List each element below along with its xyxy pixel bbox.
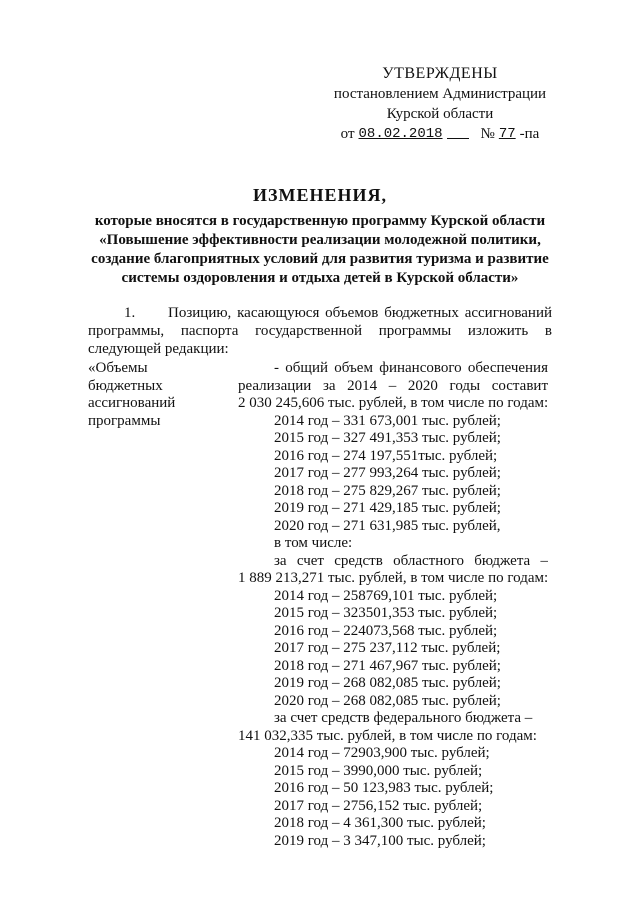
heading-title: ИЗМЕНЕНИЯ,	[252, 185, 387, 205]
table-right-column	[238, 360, 548, 850]
federal-year-line: 2014 год – 72903,900 тыс. рублей;	[274, 745, 490, 761]
total-year-line: 2020 год – 271 631,985 тыс. рублей,	[274, 517, 501, 534]
approval-line-1: постановлением Администрации	[333, 86, 547, 102]
federal-year-line: 2017 год – 2756,152 тыс. рублей;	[274, 797, 483, 814]
date-underline	[447, 124, 469, 139]
regional-line: за счет средств областного бюджета –	[274, 552, 548, 569]
date-value: 08.02.2018	[358, 126, 443, 142]
intro-line: - общий объем финансового обеспечения	[274, 360, 548, 376]
regional-year-line: 2016 год – 224073,568 тыс. рублей;	[274, 622, 498, 639]
total-year-line: 2017 год – 277 993,264 тыс. рублей;	[274, 465, 501, 481]
approval-line-2: Курской области	[386, 106, 494, 122]
number-value: 77	[498, 126, 516, 142]
regional-year-line: 2020 год – 268 082,085 тыс. рублей;	[274, 692, 501, 709]
regional-year-line: 2017 год – 275 237,112 тыс. рублей;	[274, 640, 501, 656]
approval-title: УТВЕРЖДЕНЫ	[382, 65, 498, 82]
heading-line: создание благоприятных условий для развития туризма и развитие	[91, 251, 549, 267]
item-1-number: 1.	[124, 305, 136, 321]
total-year-line: 2016 год – 274 197,551тыс. рублей;	[274, 447, 498, 464]
intro-line: 2 030 245,606 тыс. рублей, в том числе по годам:	[238, 395, 548, 411]
left-label-line: «Объемы	[88, 360, 148, 376]
intro-line: реализации за 2014 – 2020 годы составит	[238, 377, 548, 394]
regional-year-line: 2018 год – 271 467,967 тыс. рублей;	[274, 657, 501, 674]
heading-line: которые вносятся в государственную программу Курской области	[94, 213, 546, 229]
approval-block	[320, 64, 560, 144]
left-label-line: бюджетных	[88, 377, 163, 394]
date-prefix: от	[340, 126, 355, 142]
total-year-line: 2014 год – 331 673,001 тыс. рублей;	[274, 412, 501, 429]
heading-line: «Повышение эффективности реализации молодежной политики,	[99, 232, 541, 248]
total-year-line: 2018 год – 275 829,267 тыс. рублей;	[274, 482, 501, 499]
federal-year-line: 2016 год – 50 123,983 тыс. рублей;	[274, 780, 494, 796]
federal-year-line: 2018 год – 4 361,300 тыс. рублей;	[274, 815, 486, 831]
heading-subtitle	[88, 212, 552, 288]
number-suffix: -па	[519, 126, 540, 142]
regional-year-line: 2019 год – 268 082,085 тыс. рублей;	[274, 675, 501, 691]
item-1-paragraph	[88, 304, 552, 358]
document-heading	[88, 184, 552, 288]
approval-date-line	[320, 124, 560, 144]
federal-line: 141 032,335 тыс. рублей, в том числе по годам:	[238, 727, 537, 744]
including-line: в том числе:	[274, 535, 353, 551]
regional-line: 1 889 213,271 тыс. рублей, в том числе по годам:	[238, 570, 548, 586]
left-label-line: ассигнований	[88, 395, 176, 411]
total-year-line: 2019 год – 271 429,185 тыс. рублей;	[274, 500, 501, 516]
table-left-column	[88, 360, 238, 430]
federal-year-line: 2019 год – 3 347,100 тыс. рублей;	[274, 832, 486, 849]
heading-line: системы оздоровления и отдыха детей в Курской области»	[121, 270, 519, 286]
item-1-text: Позицию, касающуюся объемов бюджетных ассигнований программы, паспорта государственной программы изложить в следующей редакции:	[88, 305, 552, 357]
federal-year-line: 2015 год – 3990,000 тыс. рублей;	[274, 762, 483, 779]
left-label-line: программы	[88, 412, 161, 429]
federal-line: за счет средств федерального бюджета –	[274, 710, 533, 726]
number-prefix: №	[480, 126, 495, 142]
total-year-line: 2015 год – 327 491,353 тыс. рублей;	[274, 430, 501, 446]
regional-year-line: 2015 год – 323501,353 тыс. рублей;	[274, 605, 498, 621]
regional-year-line: 2014 год – 258769,101 тыс. рублей;	[274, 587, 498, 604]
